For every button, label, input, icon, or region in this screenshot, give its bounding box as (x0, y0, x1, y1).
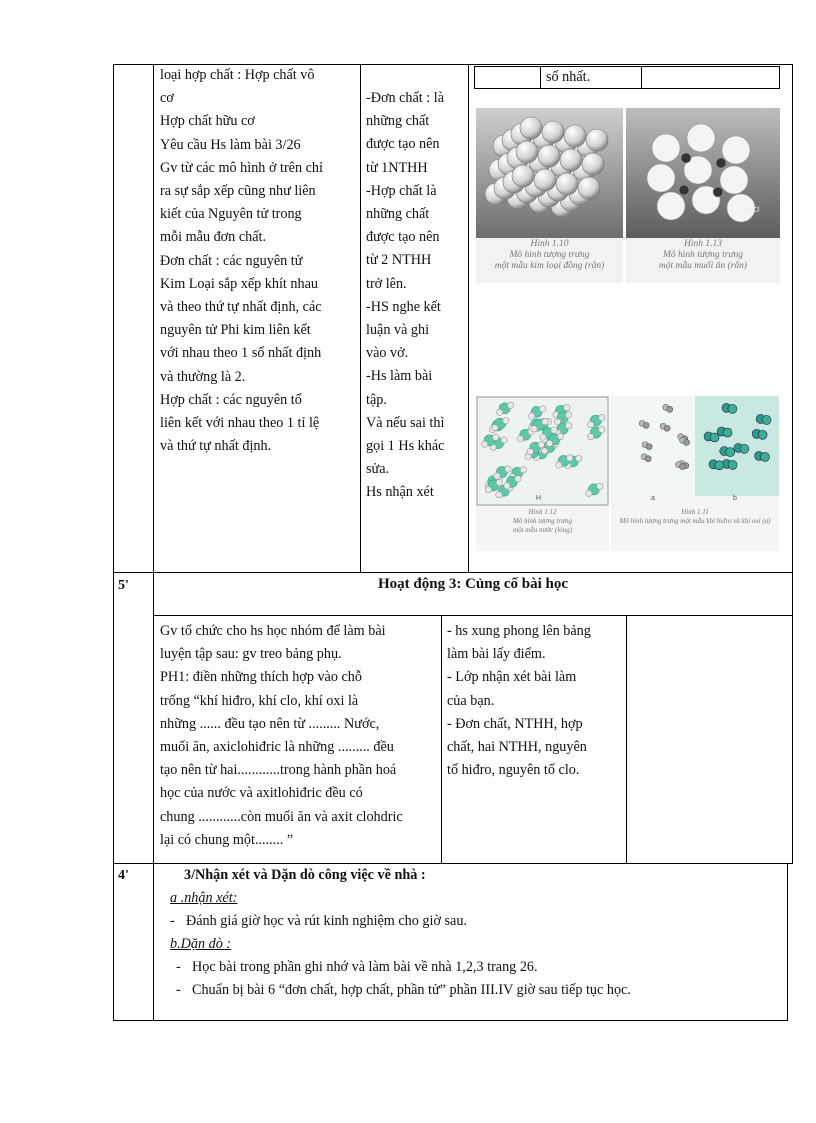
atom-sphere (565, 423, 571, 429)
student-line: -Hợp chất là (366, 182, 437, 199)
atom-sphere (496, 479, 502, 485)
atom-sphere (494, 473, 500, 479)
atom-sphere (517, 436, 523, 442)
row-divider-2 (153, 615, 793, 616)
teacher-line: Hợp chất hữu cơ (160, 113, 255, 130)
student-line: luận và ghi (366, 322, 430, 339)
atom-sphere (722, 136, 750, 164)
atom-sphere (761, 452, 770, 461)
figure-caption-line1: Mô hình tượng trưng một mẫu khí hiđro và khí oxi (a) (619, 517, 771, 525)
atom-sphere (578, 177, 600, 199)
teacher-line: và thường là 2. (160, 368, 246, 385)
teacher-line: loại hợp chất : Hợp chất vô (160, 67, 315, 83)
atom-sphere (485, 486, 491, 492)
atom-sphere (507, 402, 513, 408)
homework-title: 3/Nhận xét và Dặn dò công việc về nhà : (184, 867, 426, 883)
atom-sphere (540, 434, 546, 440)
atom-sphere (652, 134, 680, 162)
student-line: những chất (366, 113, 430, 130)
atom-sphere (680, 464, 686, 470)
inner-table-div1 (540, 66, 541, 89)
figure-caption-title: Hình 1.11 (681, 508, 709, 516)
row-divider-1 (113, 572, 793, 573)
activity3-student-line: của bạn. (447, 692, 495, 709)
student-line: từ 2 NTHH (366, 252, 432, 269)
nacl-lattice-image (626, 108, 780, 238)
atom-sphere (679, 185, 689, 195)
activity-col-divider-1 (441, 615, 442, 864)
homework-b-list (170, 956, 780, 1002)
atom-sphere (528, 413, 534, 419)
activity3-title: Hoạt động 3: Củng cố bài học (377, 576, 569, 592)
water-molecules-image (476, 396, 609, 506)
student-line: vào vở. (366, 345, 409, 362)
figure-caption-title: Hình 1.13 (684, 239, 722, 249)
atom-sphere (740, 444, 749, 453)
homework-item: - Học bài trong phần ghi nhớ và làm bài về nhà 1,2,3 trang 26. (170, 956, 780, 979)
atom-sphere (588, 421, 594, 427)
homework-item: - Đánh giá giờ học và rút kinh nghiệm cho giờ sau. (164, 910, 780, 933)
atom-sphere (723, 428, 732, 437)
activity3-student-line: chất, hai NTHH, nguyên (447, 739, 587, 756)
activity3-teacher-line: lại có chung một........ ” (160, 831, 294, 848)
atom-sphere (646, 444, 652, 450)
teacher-line: cơ (160, 90, 174, 107)
atom-sphere (531, 426, 537, 432)
teacher-line: ra sự sắp xếp cũng như liên (160, 183, 316, 200)
atom-sphere (566, 455, 572, 461)
teacher-line: nguyên tử Phi kim liên kết (160, 322, 311, 339)
atom-sphere (538, 145, 560, 167)
atom-sphere (520, 467, 526, 473)
activity3-student-line: - Đơn chất, NTHH, hợp (447, 715, 583, 732)
atom-sphere (582, 153, 604, 175)
table-right-border (792, 64, 793, 864)
activity3-teacher-line: chung ............còn muối ăn và axit clohdric (160, 808, 403, 825)
atom-sphere (504, 483, 510, 489)
atom-sphere (728, 460, 737, 469)
figure-gas-model (611, 396, 779, 551)
homework-section (170, 864, 780, 1002)
figure-copper-model (476, 108, 623, 283)
atom-sphere (599, 426, 605, 432)
teacher-line: và thứ tự nhất định. (160, 438, 272, 455)
atom-sphere (715, 461, 724, 470)
teacher-line: với nhau theo 1 số nhất định (160, 345, 322, 362)
teacher-line: Hợp chất : các nguyên tố (160, 391, 302, 408)
student-line: -HS nghe kết (366, 298, 441, 315)
atom-sphere (505, 466, 511, 472)
inner-table-right (779, 66, 780, 89)
student-line: sửa. (366, 461, 390, 478)
student-line: -Đơn chất : là (366, 90, 445, 106)
homework-sub-b: b.Dặn dò : (170, 936, 232, 952)
figure-caption-line1: Mô hình tượng trưng (509, 250, 590, 260)
activity3-student-line: tố hiđro, nguyên tố clo. (447, 762, 580, 779)
atom-sphere (546, 440, 552, 446)
student-line: tập. (366, 391, 387, 408)
atom-sphere (557, 433, 563, 439)
activity3-teacher-line: Gv tổ chức cho hs học nhóm để làm bài (160, 623, 386, 639)
atom-sphere (534, 169, 556, 191)
homework-item: - Chuẩn bị bài 6 “đơn chất, hợp chất, phần tử” phần III.IV giờ sau tiếp tục học. (170, 979, 780, 1002)
atom-sphere (520, 117, 542, 139)
student-activity-text (366, 87, 462, 505)
atom-sphere (539, 406, 545, 412)
activity3-teacher-line: muối ăn, axiclohiđric là những ......... đều (160, 739, 394, 756)
atom-sphere (512, 165, 534, 187)
homework-right-border (787, 863, 788, 1021)
figure-caption-line2: một mẫu kim loại đồng (rắn) (494, 261, 605, 271)
atom-sphere (720, 166, 748, 194)
gas-label-b: b (733, 495, 737, 502)
teacher-activity-text (160, 64, 354, 458)
top-col-divider-2 (468, 64, 469, 572)
atom-sphere (496, 492, 502, 498)
atom-sphere (492, 425, 498, 431)
activity3-student-line: - hs xung phong lên bảng (447, 623, 591, 639)
atom-sphere (681, 153, 691, 163)
atom-sphere (728, 404, 737, 413)
atom-sphere (588, 433, 594, 439)
atom-sphere (643, 422, 649, 428)
atom-sphere (556, 173, 578, 195)
atom-sphere (576, 455, 582, 461)
student-line: từ 1NTHH (366, 159, 428, 176)
teacher-line: Gv từ các mô hình ở trên chỉ (160, 159, 323, 176)
teacher-line: Kim Loại sắp xếp khít nhau (160, 275, 319, 292)
activity3-teacher-line: PH1: điền những thích hợp vào chỗ (160, 669, 362, 686)
gas-label-a: a (651, 495, 655, 502)
activity3-teacher-line: những ...... đều tạo nên từ ......... Nước, (160, 715, 380, 732)
student-line: gọi 1 Hs khác (366, 438, 445, 455)
atom-sphere (664, 425, 670, 431)
activity3-teacher-line: trống “khí hiđro, khí clo, khí oxi là (160, 692, 359, 709)
atom-sphere (713, 187, 723, 197)
activity3-student-line: - Lớp nhận xét bài làm (447, 669, 577, 686)
teacher-line: liên kết với nhau theo 1 tỉ lệ (160, 415, 320, 432)
atom-sphere (542, 419, 548, 425)
atom-sphere (684, 439, 690, 445)
student-line: Và nếu sai thì (366, 414, 445, 431)
teacher-line: Đơn chất : các nguyên tử (160, 252, 303, 269)
atom-sphere (564, 405, 570, 411)
top-col-divider-1 (360, 64, 361, 572)
figure-caption-title: Hình 1.12 (528, 508, 557, 516)
figure-nacl-model (626, 108, 780, 283)
atom-sphere (586, 129, 608, 151)
student-line: những chất (366, 206, 430, 223)
figure-caption-line2: một mẫu muối ăn (rắn) (658, 261, 748, 271)
time-column-divider (153, 64, 154, 1021)
figure-caption-line1: Mô hình tượng trưng (662, 250, 744, 260)
activity3-teacher-line: tạo nên từ hai............trong hành phần hoá (160, 762, 397, 779)
atom-sphere (667, 406, 673, 412)
activity3-student-line: làm bài lấy điểm. (447, 646, 546, 663)
atom-sphere (762, 415, 771, 424)
figure-caption-title: Hình 1.10 (530, 239, 569, 249)
atom-sphere (647, 164, 675, 192)
atom-sphere (716, 158, 726, 168)
atom-sphere (586, 490, 592, 496)
atom-sphere (515, 476, 521, 482)
activity3-teacher-line: luyện tập sau: gv treo bảng phụ. (160, 646, 342, 663)
teacher-line: kiết của Nguyên tử trong (160, 206, 302, 223)
atom-sphere (726, 448, 735, 457)
atom-sphere (516, 141, 538, 163)
student-line: được tạo nên (366, 229, 440, 246)
atom-sphere (645, 456, 651, 462)
activity3-student-text (447, 620, 620, 782)
atom-sphere (481, 441, 487, 447)
atom-sphere (657, 192, 685, 220)
activity-col-divider-2 (626, 615, 627, 864)
copper-lattice-image (476, 108, 623, 238)
homework-sub-a: a .nhận xét: (170, 890, 238, 906)
atom-sphere (758, 430, 767, 439)
table-left-border (113, 64, 114, 1021)
activity3-teacher-text (160, 620, 436, 852)
homework-a-list (164, 910, 780, 933)
gas-molecules-image (611, 396, 779, 506)
inner-table-left (474, 66, 475, 89)
figure-water-model (476, 396, 609, 551)
atom-sphere (551, 427, 557, 433)
atom-sphere (496, 409, 502, 415)
atom-sphere (560, 149, 582, 171)
table-bottom-border (113, 1020, 788, 1021)
student-line: Hs nhận xét (366, 484, 434, 501)
teacher-line: và theo thứ tự nhất định, các (160, 299, 322, 316)
atom-sphere (710, 433, 719, 442)
teacher-line: Yêu cầu Hs làm bài 3/26 (160, 136, 301, 153)
atom-sphere (597, 483, 603, 489)
figure-caption-line2: một mẫu nước (lỏng) (512, 526, 573, 534)
homework-time: 4' (118, 868, 129, 883)
atom-sphere (687, 124, 715, 152)
atom-sphere (542, 121, 564, 143)
atom-sphere (538, 441, 544, 447)
teacher-line: mỗi mẫu đơn chất. (160, 229, 267, 246)
atom-sphere (565, 412, 571, 418)
atom-sphere (599, 414, 605, 420)
figure-caption-line1: Mô hình tượng trưng (512, 517, 572, 525)
atom-sphere (492, 434, 498, 440)
atom-sphere (503, 418, 509, 424)
student-line: -Hs làm bài (366, 368, 433, 385)
atom-sphere (501, 437, 507, 443)
atom-sphere (555, 462, 561, 468)
atom-sphere (564, 125, 586, 147)
atom-sphere (527, 448, 533, 454)
activity3-teacher-line: học của nước và axitlohiđric đều có (160, 785, 363, 802)
student-line: trở lên. (366, 275, 407, 292)
student-line: được tạo nên (366, 136, 440, 153)
inner-table-cell: số nhất. (546, 69, 591, 85)
inner-table-div2 (641, 66, 642, 89)
nacl-label: NaCl (744, 207, 760, 214)
water-label: H (536, 495, 542, 502)
activity3-time: 5' (118, 578, 129, 593)
